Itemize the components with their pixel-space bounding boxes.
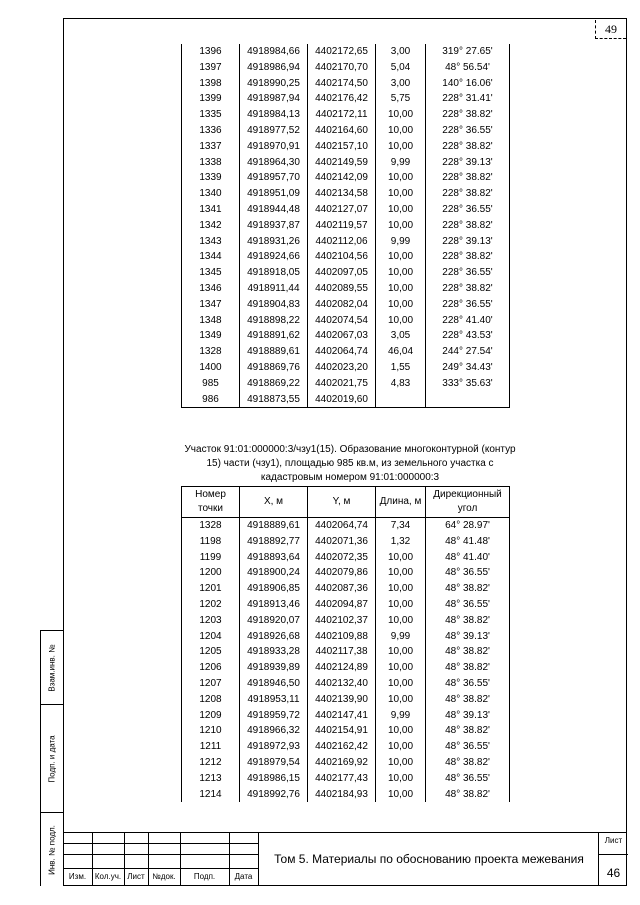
length-cell: 10,00 [376,739,426,755]
length-cell: 10,00 [376,771,426,787]
y-coord-cell: 4402184,93 [308,787,376,803]
length-cell: 9,99 [376,155,426,171]
length-cell: 10,00 [376,218,426,234]
point-number-cell: 1209 [182,708,240,724]
x-coord-cell: 4918920,07 [240,613,308,629]
y-coord-cell: 4402074,54 [308,313,376,329]
x-coord-cell: 4918953,11 [240,692,308,708]
table-row [182,771,510,787]
y-coord-cell: 4402102,37 [308,613,376,629]
length-cell: 10,00 [376,202,426,218]
x-coord-cell: 4918893,64 [240,550,308,566]
y-coord-cell: 4402169,92 [308,755,376,771]
length-cell: 46,04 [376,344,426,360]
direction-angle-cell: 48° 39.13' [426,708,510,724]
point-number-cell: 1203 [182,613,240,629]
point-number-cell: 1210 [182,723,240,739]
direction-angle-cell: 48° 38.82' [426,644,510,660]
point-number-cell: 1346 [182,281,240,297]
direction-angle-cell: 228° 36.55' [426,123,510,139]
x-coord-cell: 4918873,55 [240,392,308,408]
header-length: Длина, м [376,487,426,518]
table-row [182,550,510,566]
length-cell: 10,00 [376,249,426,265]
direction-angle-cell: 48° 36.55' [426,597,510,613]
direction-angle-cell: 228° 36.55' [426,297,510,313]
table-row [182,376,510,392]
table-row [182,313,510,329]
length-cell: 7,34 [376,518,426,534]
x-coord-cell: 4918904,83 [240,297,308,313]
point-number-cell: 1399 [182,91,240,107]
x-coord-cell: 4918984,13 [240,107,308,123]
direction-angle-cell: 48° 38.82' [426,755,510,771]
length-cell: 10,00 [376,755,426,771]
y-coord-cell: 4402117,38 [308,644,376,660]
point-number-cell: 1328 [182,344,240,360]
col-list: Лист [127,872,145,881]
y-coord-cell: 4402112,06 [308,234,376,250]
x-coord-cell: 4918944,48 [240,202,308,218]
table-row [182,139,510,155]
table-row [182,739,510,755]
y-coord-cell: 4402023,20 [308,360,376,376]
y-coord-cell: 4402064,74 [308,344,376,360]
y-coord-cell: 4402142,09 [308,170,376,186]
table-row [182,91,510,107]
y-coord-cell: 4402021,75 [308,376,376,392]
coordinates-table-1 [181,44,510,408]
y-coord-cell: 4402064,74 [308,518,376,534]
point-number-cell: 1206 [182,660,240,676]
direction-angle-cell: 228° 38.82' [426,281,510,297]
table-row [182,660,510,676]
col-kol-uch: Кол.уч. [94,872,122,881]
point-number-cell: 1340 [182,186,240,202]
length-cell: 10,00 [376,139,426,155]
point-number-cell: 1397 [182,60,240,76]
x-coord-cell: 4918992,76 [240,787,308,803]
length-cell: 10,00 [376,297,426,313]
x-coord-cell: 4918987,94 [240,91,308,107]
table-row [182,360,510,376]
length-cell: 4,83 [376,376,426,392]
y-coord-cell: 4402134,58 [308,186,376,202]
x-coord-cell: 4918889,61 [240,344,308,360]
table-row [182,708,510,724]
side-cell-signature [41,705,63,813]
header-direction-angle: Дирекционный угол [426,487,510,518]
table-row [182,676,510,692]
direction-angle-cell: 228° 41.40' [426,313,510,329]
table-row [182,328,510,344]
coordinates-table-2 [181,486,510,802]
revision-grid [63,832,258,886]
x-coord-cell: 4918951,09 [240,186,308,202]
point-number-cell: 1344 [182,249,240,265]
y-coord-cell: 4402124,89 [308,660,376,676]
x-coord-cell: 4918911,44 [240,281,308,297]
x-coord-cell: 4918869,76 [240,360,308,376]
direction-angle-cell: 249° 34.43' [426,360,510,376]
length-cell: 9,99 [376,708,426,724]
col-izm: Изм. [68,872,87,881]
x-coord-cell: 4918986,94 [240,60,308,76]
table-row [182,107,510,123]
y-coord-cell: 4402094,87 [308,597,376,613]
y-coord-cell: 4402127,07 [308,202,376,218]
document-title: Том 5. Материалы по обоснованию проекта межевания [258,832,599,886]
length-cell: 10,00 [376,170,426,186]
header-x: X, м [240,487,308,518]
point-number-cell: 1336 [182,123,240,139]
table-row [182,265,510,281]
point-number-cell: 986 [182,392,240,408]
x-coord-cell: 4918977,52 [240,123,308,139]
direction-angle-cell: 64° 28.97' [426,518,510,534]
x-coord-cell: 4918964,30 [240,155,308,171]
length-cell: 3,00 [376,44,426,60]
header-y: Y, м [308,487,376,518]
table-row [182,644,510,660]
point-number-cell: 1208 [182,692,240,708]
y-coord-cell: 4402087,36 [308,581,376,597]
table-row [182,281,510,297]
direction-angle-cell: 48° 38.82' [426,660,510,676]
x-coord-cell: 4918926,68 [240,629,308,645]
length-cell: 10,00 [376,123,426,139]
y-coord-cell: 4402104,56 [308,249,376,265]
direction-angle-cell: 228° 36.55' [426,202,510,218]
point-number-cell: 1343 [182,234,240,250]
length-cell: 10,00 [376,692,426,708]
length-cell: 10,00 [376,281,426,297]
length-cell: 10,00 [376,313,426,329]
direction-angle-cell: 48° 38.82' [426,613,510,629]
y-coord-cell: 4402176,42 [308,91,376,107]
length-cell: 3,00 [376,76,426,92]
direction-angle-cell [426,392,510,408]
direction-angle-cell: 228° 39.13' [426,234,510,250]
length-cell: 5,75 [376,91,426,107]
y-coord-cell: 4402164,60 [308,123,376,139]
x-coord-cell: 4918946,50 [240,676,308,692]
direction-angle-cell: 228° 36.55' [426,265,510,281]
y-coord-cell: 4402139,90 [308,692,376,708]
y-coord-cell: 4402089,55 [308,281,376,297]
x-coord-cell: 4918918,05 [240,265,308,281]
y-coord-cell: 4402162,42 [308,739,376,755]
sheet-label: Лист [604,836,623,845]
x-coord-cell: 4918959,72 [240,708,308,724]
point-number-cell: 1201 [182,581,240,597]
table-row [182,787,510,803]
side-cell-replacement [41,631,63,705]
length-cell: 10,00 [376,597,426,613]
y-coord-cell: 4402079,86 [308,565,376,581]
point-number-cell: 1347 [182,297,240,313]
x-coord-cell: 4918933,28 [240,644,308,660]
length-cell: 10,00 [376,787,426,803]
col-doc-number: №док. [152,872,176,881]
y-coord-cell: 4402157,10 [308,139,376,155]
point-number-cell: 1400 [182,360,240,376]
table-row [182,723,510,739]
point-number-cell: 1345 [182,265,240,281]
point-number-cell: 1205 [182,644,240,660]
direction-angle-cell: 228° 38.82' [426,218,510,234]
x-coord-cell: 4918984,66 [240,44,308,60]
direction-angle-cell: 228° 39.13' [426,155,510,171]
table-row [182,249,510,265]
x-coord-cell: 4918990,25 [240,76,308,92]
table-row [182,565,510,581]
x-coord-cell: 4918900,24 [240,565,308,581]
direction-angle-cell: 48° 38.82' [426,692,510,708]
point-number-cell: 1207 [182,676,240,692]
point-number-cell: 1212 [182,755,240,771]
title-block [63,832,627,886]
point-number-cell: 1339 [182,170,240,186]
x-coord-cell: 4918891,62 [240,328,308,344]
table-row [182,392,510,408]
table-row [182,518,510,534]
length-cell: 5,04 [376,60,426,76]
direction-angle-cell: 228° 31.41' [426,91,510,107]
point-number-cell: 1349 [182,328,240,344]
x-coord-cell: 4918972,93 [240,739,308,755]
direction-angle-cell: 244° 27.54' [426,344,510,360]
length-cell: 9,99 [376,234,426,250]
y-coord-cell: 4402177,43 [308,771,376,787]
direction-angle-cell: 48° 41.40' [426,550,510,566]
table-row [182,534,510,550]
length-cell: 1,55 [376,360,426,376]
point-number-cell: 1337 [182,139,240,155]
direction-angle-cell: 48° 36.55' [426,676,510,692]
x-coord-cell: 4918869,22 [240,376,308,392]
table-row [182,123,510,139]
length-cell: 1,32 [376,534,426,550]
y-coord-cell: 4402154,91 [308,723,376,739]
table-row [182,692,510,708]
y-coord-cell: 4402097,05 [308,265,376,281]
direction-angle-cell: 48° 38.82' [426,787,510,803]
direction-angle-cell: 48° 41.48' [426,534,510,550]
direction-angle-cell: 228° 38.82' [426,170,510,186]
page-number-top: 49 [595,20,626,39]
side-label-signature: Подп. и дата [47,734,57,783]
x-coord-cell: 4918937,87 [240,218,308,234]
table-row [182,597,510,613]
point-number-cell: 1341 [182,202,240,218]
direction-angle-cell: 333° 35.63' [426,376,510,392]
table-row [182,629,510,645]
y-coord-cell: 4402170,70 [308,60,376,76]
y-coord-cell: 4402072,35 [308,550,376,566]
x-coord-cell: 4918924,66 [240,249,308,265]
x-coord-cell: 4918939,89 [240,660,308,676]
point-number-cell: 1396 [182,44,240,60]
plot-caption: Участок 91:01:000000:3/чзу1(15). Образование многоконтурной (контур 15) части (чзу1), площадью 985 кв.м, из земельного участка с кадастровым номером 91:01:000000:3 [184,444,516,483]
direction-angle-cell: 48° 36.55' [426,565,510,581]
point-number-cell: 1204 [182,629,240,645]
table-header-row [182,487,510,518]
direction-angle-cell: 228° 38.82' [426,186,510,202]
length-cell: 10,00 [376,723,426,739]
table-row [182,202,510,218]
col-signature: Подп. [193,872,216,881]
y-coord-cell: 4402019,60 [308,392,376,408]
point-number-cell: 1200 [182,565,240,581]
sheet-number: 46 [606,866,621,880]
x-coord-cell: 4918957,70 [240,170,308,186]
length-cell: 10,00 [376,565,426,581]
side-label-original: Инв. № подл. [47,825,57,875]
length-cell: 10,00 [376,660,426,676]
point-number-cell: 1338 [182,155,240,171]
y-coord-cell: 4402172,11 [308,107,376,123]
point-number-cell: 1211 [182,739,240,755]
length-cell [376,392,426,408]
table-row [182,60,510,76]
table-row [182,613,510,629]
direction-angle-cell: 228° 38.82' [426,107,510,123]
table-row [182,344,510,360]
x-coord-cell: 4918892,77 [240,534,308,550]
side-cell-original [41,813,63,887]
y-coord-cell: 4402071,36 [308,534,376,550]
table-row [182,234,510,250]
y-coord-cell: 4402119,57 [308,218,376,234]
x-coord-cell: 4918966,32 [240,723,308,739]
point-number-cell: 1199 [182,550,240,566]
y-coord-cell: 4402132,40 [308,676,376,692]
length-cell: 10,00 [376,581,426,597]
direction-angle-cell: 140° 16.06' [426,76,510,92]
x-coord-cell: 4918931,26 [240,234,308,250]
point-number-cell: 1328 [182,518,240,534]
y-coord-cell: 4402109,88 [308,629,376,645]
table-row [182,155,510,171]
point-number-cell: 1342 [182,218,240,234]
direction-angle-cell: 48° 39.13' [426,629,510,645]
x-coord-cell: 4918979,54 [240,755,308,771]
point-number-cell: 1348 [182,313,240,329]
length-cell: 10,00 [376,107,426,123]
y-coord-cell: 4402147,41 [308,708,376,724]
direction-angle-cell: 319° 27.65' [426,44,510,60]
length-cell: 10,00 [376,644,426,660]
side-label-replacement: Взам.инв. № [47,643,57,692]
direction-angle-cell: 48° 36.55' [426,739,510,755]
x-coord-cell: 4918986,15 [240,771,308,787]
direction-angle-cell: 228° 38.82' [426,249,510,265]
point-number-cell: 1214 [182,787,240,803]
table-row [182,44,510,60]
table-row [182,218,510,234]
left-stamp-strip [40,630,63,886]
point-number-cell: 1398 [182,76,240,92]
table-row [182,755,510,771]
direction-angle-cell: 228° 38.82' [426,139,510,155]
header-point-number: Номер точки [182,487,240,518]
y-coord-cell: 4402067,03 [308,328,376,344]
direction-angle-cell: 48° 36.55' [426,771,510,787]
length-cell: 10,00 [376,676,426,692]
y-coord-cell: 4402149,59 [308,155,376,171]
table-row [182,297,510,313]
direction-angle-cell: 228° 43.53' [426,328,510,344]
length-cell: 9,99 [376,629,426,645]
y-coord-cell: 4402082,04 [308,297,376,313]
y-coord-cell: 4402172,65 [308,44,376,60]
length-cell: 10,00 [376,265,426,281]
direction-angle-cell: 48° 38.82' [426,723,510,739]
point-number-cell: 1198 [182,534,240,550]
y-coord-cell: 4402174,50 [308,76,376,92]
direction-angle-cell: 48° 38.82' [426,581,510,597]
table-row [182,186,510,202]
x-coord-cell: 4918913,46 [240,597,308,613]
length-cell: 10,00 [376,613,426,629]
table-row [182,76,510,92]
x-coord-cell: 4918906,85 [240,581,308,597]
point-number-cell: 1213 [182,771,240,787]
x-coord-cell: 4918889,61 [240,518,308,534]
sheet-box [598,832,628,886]
point-number-cell: 1202 [182,597,240,613]
x-coord-cell: 4918898,22 [240,313,308,329]
length-cell: 10,00 [376,550,426,566]
point-number-cell: 985 [182,376,240,392]
table-row [182,170,510,186]
x-coord-cell: 4918970,91 [240,139,308,155]
direction-angle-cell: 48° 56.54' [426,60,510,76]
length-cell: 10,00 [376,186,426,202]
length-cell: 3,05 [376,328,426,344]
col-date: Дата [234,872,253,881]
table-row [182,581,510,597]
point-number-cell: 1335 [182,107,240,123]
